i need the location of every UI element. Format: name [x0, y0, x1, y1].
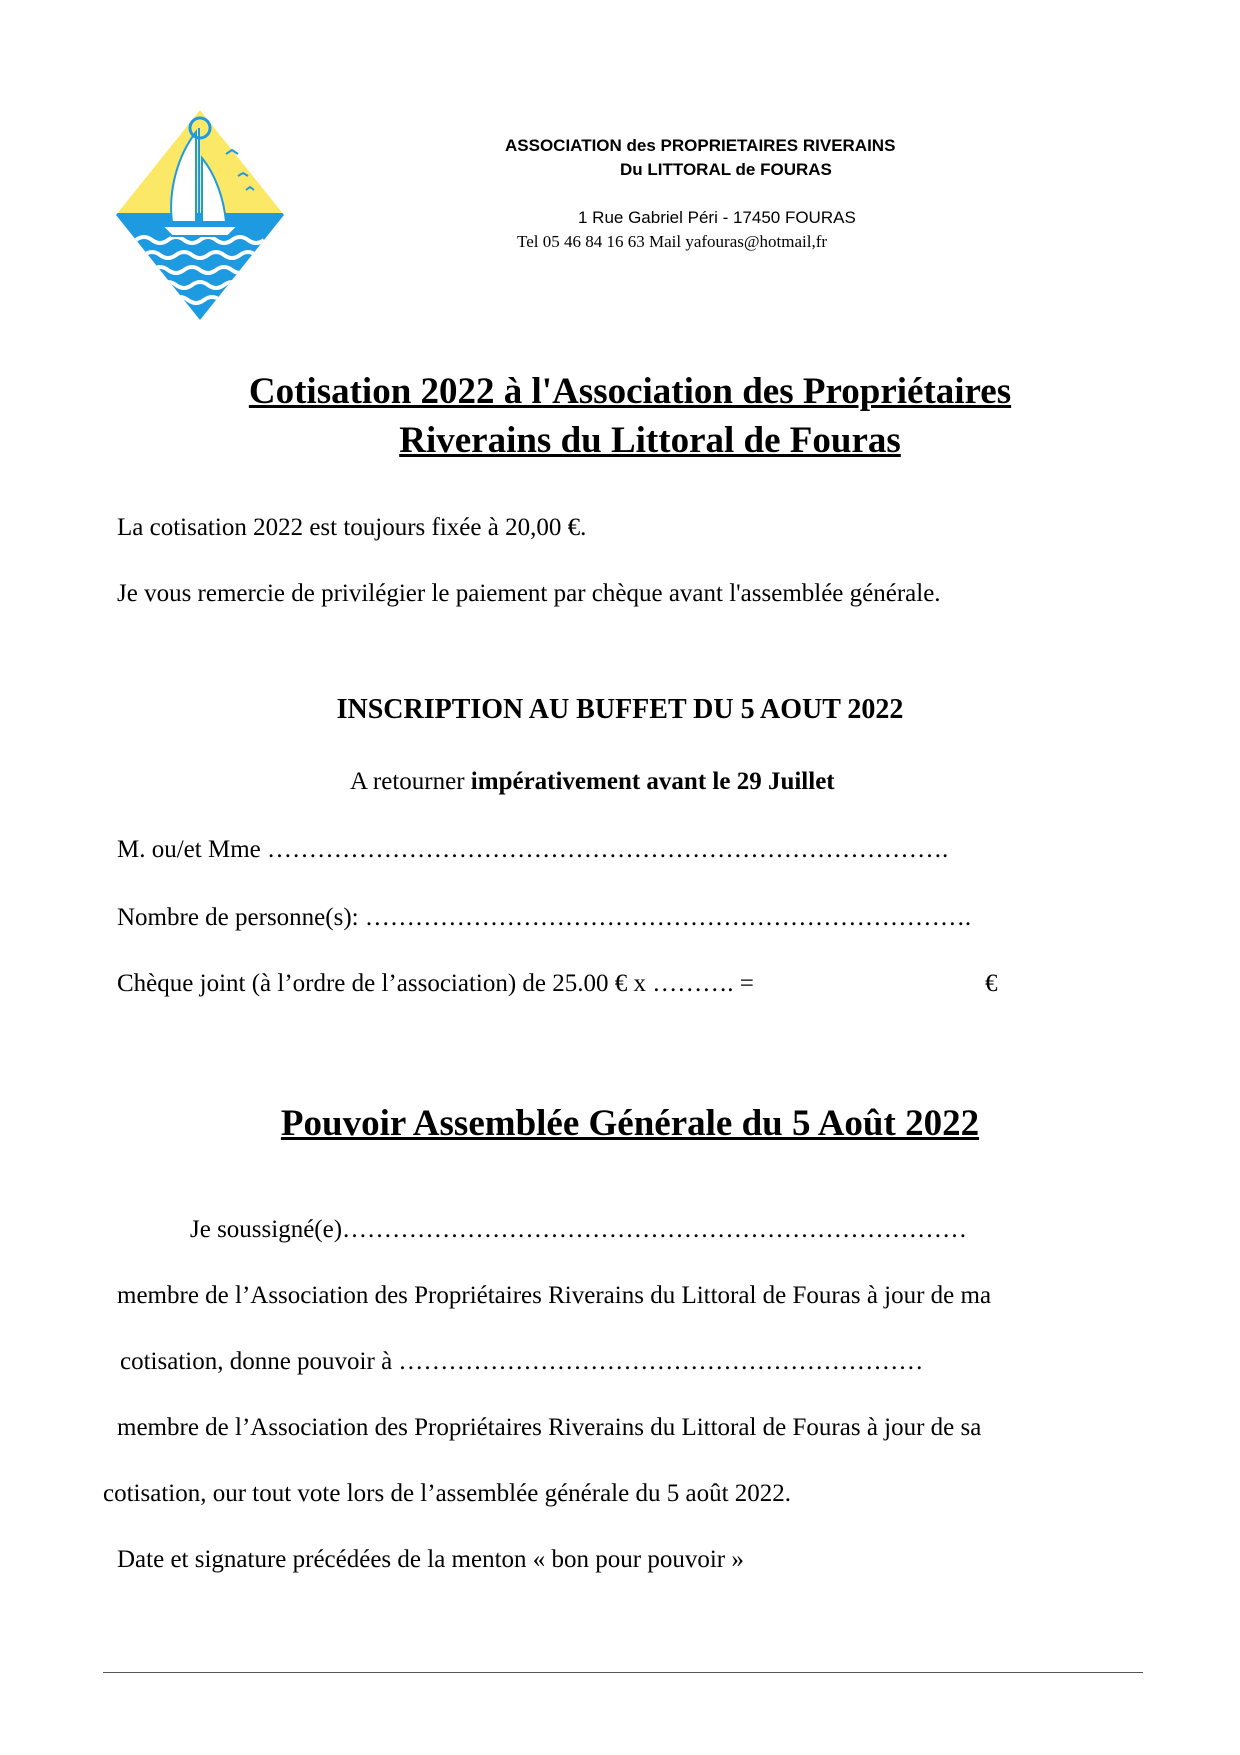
- buffet-heading: INSCRIPTION AU BUFFET DU 5 AOUT 2022: [336, 694, 904, 725]
- pouvoir-line-2: membre de l’Association des Propriétaires Riverains du Littoral de Fouras à jour de ma: [117, 1282, 992, 1309]
- persons-line: Nombre de personne(s): ……………………………………………………………….: [117, 904, 972, 931]
- pouvoir-line-6: Date et signature précédées de la menton « bon pour pouvoir »: [117, 1546, 744, 1573]
- org-name-line2: Du LITTORAL de FOURAS: [620, 160, 832, 179]
- payment-text: Je vous remercie de privilégier le paiement par chèque avant l'assemblée générale.: [117, 580, 941, 607]
- footer-divider: [103, 1672, 1143, 1673]
- return-deadline: [350, 768, 835, 796]
- cotisation-title-line1: Cotisation 2022 à l'Association des Propriétaires: [248, 371, 1012, 412]
- pouvoir-line-5: cotisation, our tout vote lors de l’assemblée générale du 5 août 2022.: [103, 1480, 792, 1507]
- pouvoir-line-1: Je soussigné(e)…………………………………………………………………: [190, 1216, 968, 1243]
- return-deadline-bold: impérativement avant le 29 Juillet: [470, 768, 835, 795]
- org-contact: Tel 05 46 84 16 63 Mail yafouras@hotmail,fr: [517, 232, 828, 251]
- fee-text: La cotisation 2022 est toujours fixée à 20,00 €.: [117, 514, 587, 541]
- return-prefix: A retourner: [350, 768, 471, 795]
- org-name-line1: ASSOCIATION des PROPRIETAIRES RIVERAINS: [505, 136, 896, 155]
- cheque-currency: €: [985, 970, 998, 997]
- name-line: M. ou/et Mme ……………………………………………………………………….: [117, 836, 949, 863]
- pouvoir-title: Pouvoir Assemblée Générale du 5 Août 2022: [280, 1103, 980, 1144]
- pouvoir-line-3: cotisation, donne pouvoir à ………………………………………………………: [120, 1348, 924, 1375]
- association-logo: [116, 110, 284, 320]
- org-address: 1 Rue Gabriel Péri - 17450 FOURAS: [578, 208, 856, 227]
- cheque-line: Chèque joint (à l’ordre de l’association) de 25.00 € x ………. =: [117, 970, 754, 997]
- pouvoir-line-4: membre de l’Association des Propriétaires Riverains du Littoral de Fouras à jour de sa: [117, 1414, 982, 1441]
- cotisation-title-line2: Riverains du Littoral de Fouras: [399, 420, 901, 461]
